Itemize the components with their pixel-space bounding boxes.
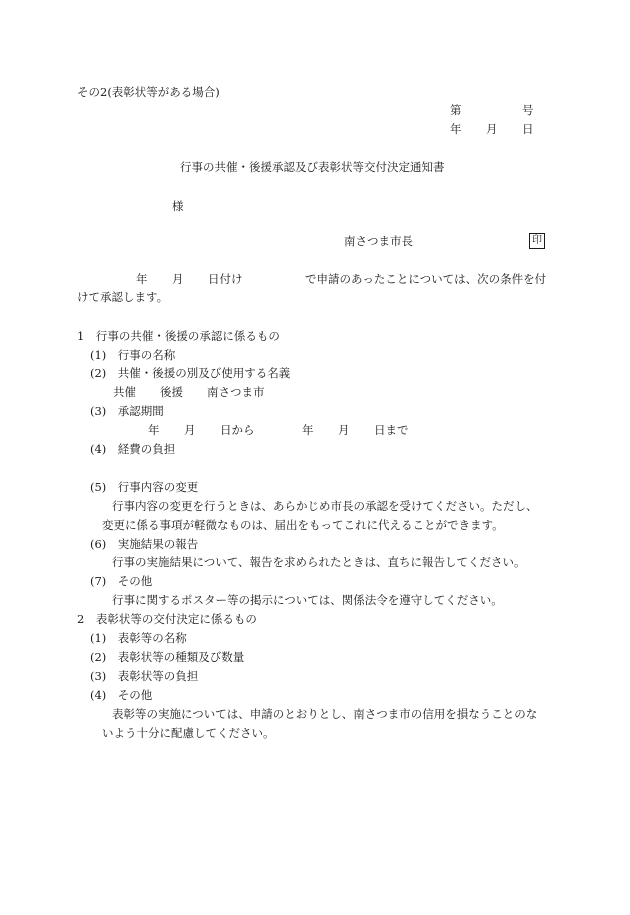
section2-item2: (2) 表彰状等の種類及び数量	[90, 650, 245, 664]
section1-item2: (2) 共催・後援の別及び使用する名義	[90, 366, 291, 380]
section1-item4: (4) 経費の負担	[90, 442, 176, 456]
date-day: 日	[522, 122, 534, 136]
section2-heading: 2 表彰状等の交付決定に係るもの	[77, 612, 257, 626]
s2-item4-text-line2: いよう十分に配慮してください。	[102, 726, 275, 740]
section1-item7: (7) その他	[90, 574, 153, 588]
section2-item3: (3) 表彰状等の負担	[90, 669, 199, 683]
intro-date-suffix: 日付け	[208, 272, 243, 286]
addressee-suffix: 様	[172, 199, 184, 213]
period-until: 日まで	[374, 423, 409, 437]
name-koen: 後援	[160, 385, 183, 399]
section2-item4: (4) その他	[90, 688, 153, 702]
name-kyosai: 共催	[113, 385, 136, 399]
issuer-name: 南さつま市長	[344, 234, 413, 248]
section1-item6: (6) 実施結果の報告	[90, 537, 199, 551]
item5-text-line2: 変更に係る事項が軽微なものは、届出をもってこれに代えることができます。	[102, 518, 504, 532]
item7-text-line1: 行事に関するポスター等の掲示については、関係法令を遵守してください。	[112, 593, 503, 607]
date-month: 月	[486, 122, 498, 136]
section1-item1: (1) 行事の名称	[90, 348, 176, 362]
s2-item4-text-line1: 表彰等の実施については、申請のとおりとし、南さつま市の信用を損なうことのな	[112, 707, 538, 721]
period-year1: 年	[148, 423, 160, 437]
period-from: 日から	[220, 423, 255, 437]
intro-year: 年	[136, 272, 148, 286]
period-month2: 月	[338, 423, 350, 437]
intro-month: 月	[172, 272, 184, 286]
section1-item3: (3) 承認期間	[90, 404, 164, 418]
intro-line1: で申請のあったことについては、次の条件を付	[305, 272, 547, 286]
date-year: 年	[450, 122, 462, 136]
number-suffix: 号	[522, 103, 534, 117]
intro-line2: けて承認します。	[77, 290, 169, 304]
seal-stamp: 印	[529, 233, 545, 249]
period-month1: 月	[184, 423, 196, 437]
section2-item1: (1) 表彰等の名称	[90, 631, 187, 645]
item5-text-line1: 行事内容の変更を行うときは、あらかじめ市長の承認を受けてください。ただし、	[112, 499, 538, 513]
period-year2: 年	[302, 423, 314, 437]
form-label: その2(表彰状等がある場合)	[77, 85, 220, 99]
section1-item5: (5) 行事内容の変更	[90, 480, 199, 494]
name-city: 南さつま市	[207, 385, 265, 399]
number-prefix: 第	[450, 103, 462, 117]
document-title: 行事の共催・後援承認及び表彰状等交付決定通知書	[180, 160, 445, 174]
item6-text-line1: 行事の実施結果について、報告を求められたときは、直ちに報告してください。	[112, 555, 526, 569]
section1-heading: 1 行事の共催・後援の承認に係るもの	[77, 329, 280, 343]
